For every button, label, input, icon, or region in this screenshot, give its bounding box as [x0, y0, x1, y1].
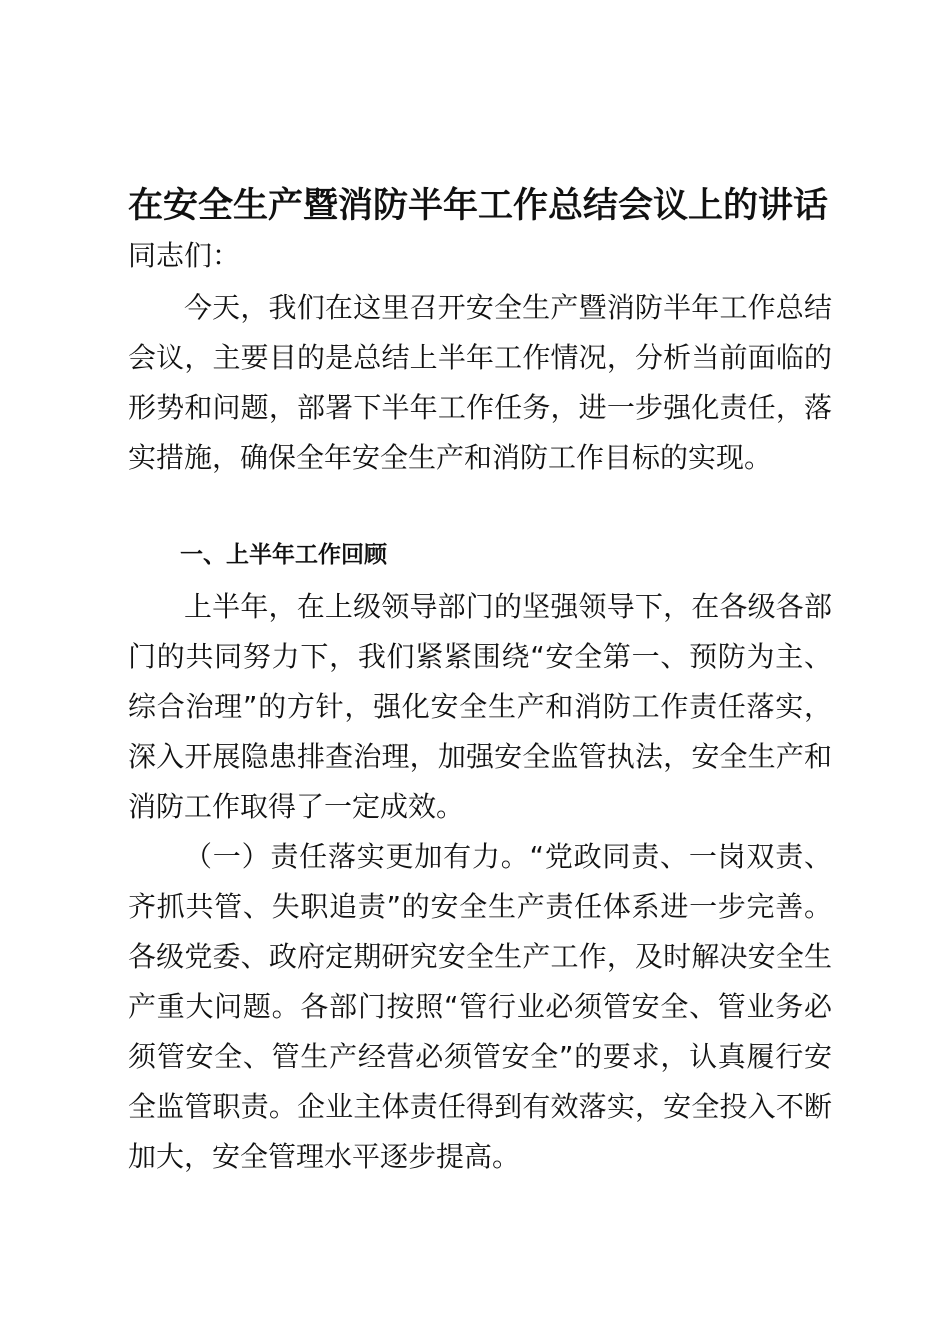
- document-title: 在安全生产暨消防半年工作总结会议上的讲话: [128, 186, 829, 226]
- paragraph-intro: 今天，我们在这里召开安全生产暨消防半年工作总结会议，主要目的是总结上半年工作情况，分析当前面临的形势和问题，部署下半年工作任务，进一步强化责任，落实措施，确保全年安全生产和消防工作目标的实现。: [128, 291, 832, 474]
- section-heading: 一、上半年工作回顾: [180, 542, 387, 568]
- salutation: 同志们：: [128, 239, 241, 272]
- paragraph-responsibility: （一）责任落实更加有力。“党政同责、一岗双责、齐抓共管、失职追责”的安全生产责任体系进一步完善。各级党委、政府定期研究安全生产工作，及时解决安全生产重大问题。各部门按照“管行业必须管安全、管业务必须管安全、管生产经营必须管安全”的要求，认真履行安全监管职责。企业主体责任得到有效落实，安全投入不断加大，安全管理水平逐步提高。: [128, 840, 832, 1173]
- paragraph-review: 上半年，在上级领导部门的坚强领导下，在各级各部门的共同努力下，我们紧紧围绕“安全第一、预防为主、综合治理”的方针，强化安全生产和消防工作责任落实，深入开展隐患排查治理，加强安全监管执法，安全生产和消防工作取得了一定成效。: [128, 590, 832, 823]
